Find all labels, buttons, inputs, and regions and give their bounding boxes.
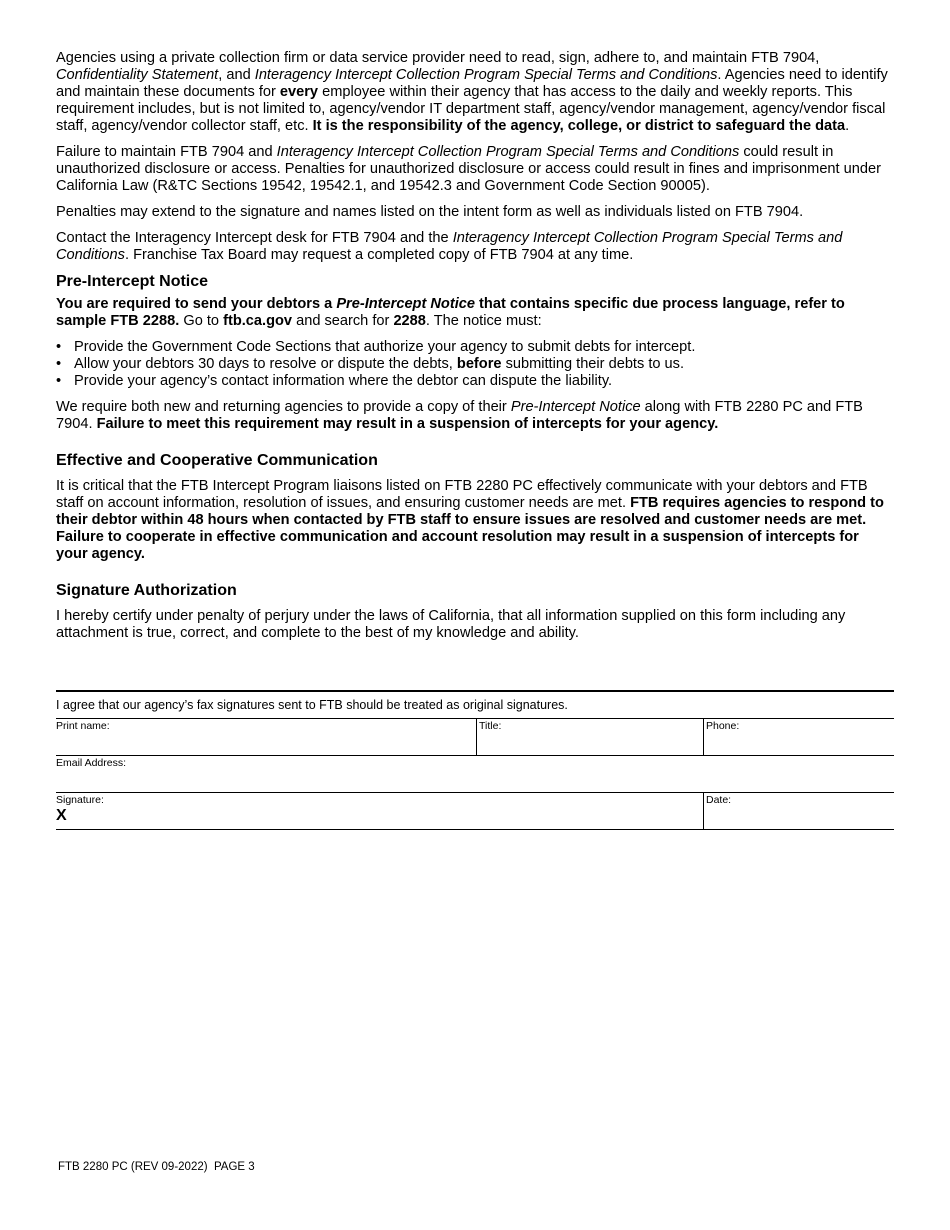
- text: . Franchise Tax Board may request a completed copy of FTB 7904 at any time.: [124, 247, 634, 263]
- page-content: [56, 50, 894, 642]
- heading-communication: Effective and Cooperative Communication: [56, 452, 378, 469]
- text: employee within their agency that has access to the daily and weekly reports. This requirement includes, but is not limited to, agency/vendor IT department staff, agency/vendor management, agency/vendor fiscal staff, agency/vendor collector staff, etc.: [56, 84, 886, 134]
- text: along with FTB 2280 PC and FTB 7904.: [56, 399, 863, 432]
- text: It is critical that the FTB Intercept Program liaisons listed on FTB 2280 PC effectively communicate with your debtors and FTB staff on account information, resolution of issues, and ensuring customer needs are met.: [56, 478, 868, 511]
- text: Go to: [179, 313, 224, 329]
- text-italic: Interagency Intercept Collection Program Special Terms and Conditions: [56, 230, 843, 263]
- signature-form: [56, 690, 894, 830]
- email-label: Email Address:: [56, 757, 127, 769]
- text-bold: It is the responsibility of the agency, college, or district to safeguard the data: [312, 118, 846, 134]
- print-name-label: Print name:: [56, 720, 110, 732]
- bullet: •: [56, 356, 62, 372]
- text: Allow your debtors 30 days to resolve or dispute the debts,: [74, 356, 457, 372]
- signature-x-mark: X: [56, 807, 67, 824]
- text: We require both new and returning agencies to provide a copy of their: [56, 399, 511, 415]
- title-field[interactable]: [476, 719, 703, 755]
- paragraph-failure-maintain: [56, 144, 894, 195]
- print-name-field[interactable]: [56, 719, 476, 755]
- text: . The notice must:: [425, 313, 542, 329]
- list-item: [56, 373, 894, 390]
- form-row-email: [56, 756, 894, 793]
- paragraph-certify: I hereby certify under penalty of perjury under the laws of California, that all information supplied on this form including any attachment is true, correct, and complete to the best of my knowledge and ability.: [56, 608, 846, 641]
- paragraph-require-copy: [56, 399, 894, 433]
- text: could result in unauthorized disclosure or access. Penalties for unauthorized disclosure or access could result in fines and imprisonment under California Law (R&TC Sections 19542, 19542.1, and 19542.3 and Government Code Section 90005).: [56, 144, 881, 194]
- bullet: •: [56, 373, 62, 389]
- list-item: [56, 339, 894, 356]
- paragraph-pre-intercept-intro: [56, 296, 894, 330]
- signature-field[interactable]: [56, 793, 703, 829]
- text-bold: 2288: [393, 313, 426, 329]
- text: Agencies using a private collection firm or data service provider need to read, sign, adhere to, and maintain FTB 7904,: [56, 50, 820, 66]
- text: Failure to maintain FTB 7904 and: [56, 144, 277, 160]
- text: Contact the Interagency Intercept desk for FTB 7904 and the: [56, 230, 453, 246]
- heading-pre-intercept: Pre-Intercept Notice: [56, 273, 209, 290]
- form-row-name: [56, 719, 894, 756]
- text-bold: Failure to meet this requirement may result in a suspension of intercepts for your agency.: [96, 416, 719, 432]
- title-label: Title:: [479, 720, 502, 732]
- text-italic: Interagency Intercept Collection Program Special Terms and Conditions: [254, 67, 718, 83]
- date-label: Date:: [706, 794, 732, 806]
- email-field[interactable]: [56, 756, 894, 792]
- text: submitting their debts to us.: [501, 356, 685, 372]
- text-italic: Interagency Intercept Collection Program Special Terms and Conditions: [276, 144, 740, 160]
- text: .: [845, 118, 850, 134]
- paragraph-communication: [56, 478, 894, 563]
- bullet: •: [56, 339, 62, 355]
- text: , and: [218, 67, 255, 83]
- heading-signature-authorization: Signature Authorization: [56, 582, 237, 599]
- text: and search for: [292, 313, 394, 329]
- text-bold: before: [456, 356, 502, 372]
- paragraph-contact: [56, 230, 894, 264]
- list-item: [56, 356, 894, 373]
- text-bold: every: [279, 84, 319, 100]
- phone-field[interactable]: [703, 719, 894, 755]
- paragraph-private-collection: [56, 50, 894, 135]
- text-bold: You are required to send your debtors a: [56, 296, 337, 312]
- text: Provide your agency’s contact information where the debtor can dispute the liability.: [74, 373, 613, 389]
- text-italic: Pre-Intercept Notice: [510, 399, 641, 415]
- notice-requirements-list: [56, 339, 894, 390]
- phone-label: Phone:: [706, 720, 740, 732]
- fax-agreement: I agree that our agency’s fax signatures sent to FTB should be treated as original signatures.: [56, 692, 894, 719]
- text: . Agencies need to identify and maintain these documents for: [56, 67, 888, 100]
- text-bold: that contains specific due process language, refer to sample FTB 2288.: [56, 296, 845, 329]
- text-italic: Confidentiality Statement: [56, 67, 219, 83]
- form-row-signature: [56, 793, 894, 830]
- text: Provide the Government Code Sections that authorize your agency to submit debts for intercept.: [74, 339, 696, 355]
- text-bold: ftb.ca.gov: [223, 313, 293, 329]
- signature-label: Signature:: [56, 794, 104, 806]
- text-bold-italic: Pre-Intercept Notice: [336, 296, 475, 312]
- page-footer: FTB 2280 PC (REV 09-2022) PAGE 3: [58, 1161, 255, 1173]
- date-field[interactable]: [703, 793, 894, 829]
- text-bold: FTB requires agencies to respond to their debtor within 48 hours when contacted by FTB staff to ensure issues are resolved and customer needs are met. Failure to cooperate in effective communication and account resolution may result in a suspension of intercepts for your agency.: [56, 495, 884, 562]
- paragraph-penalties: Penalties may extend to the signature and names listed on the intent form as well as individuals listed on FTB 7904.: [56, 204, 804, 220]
